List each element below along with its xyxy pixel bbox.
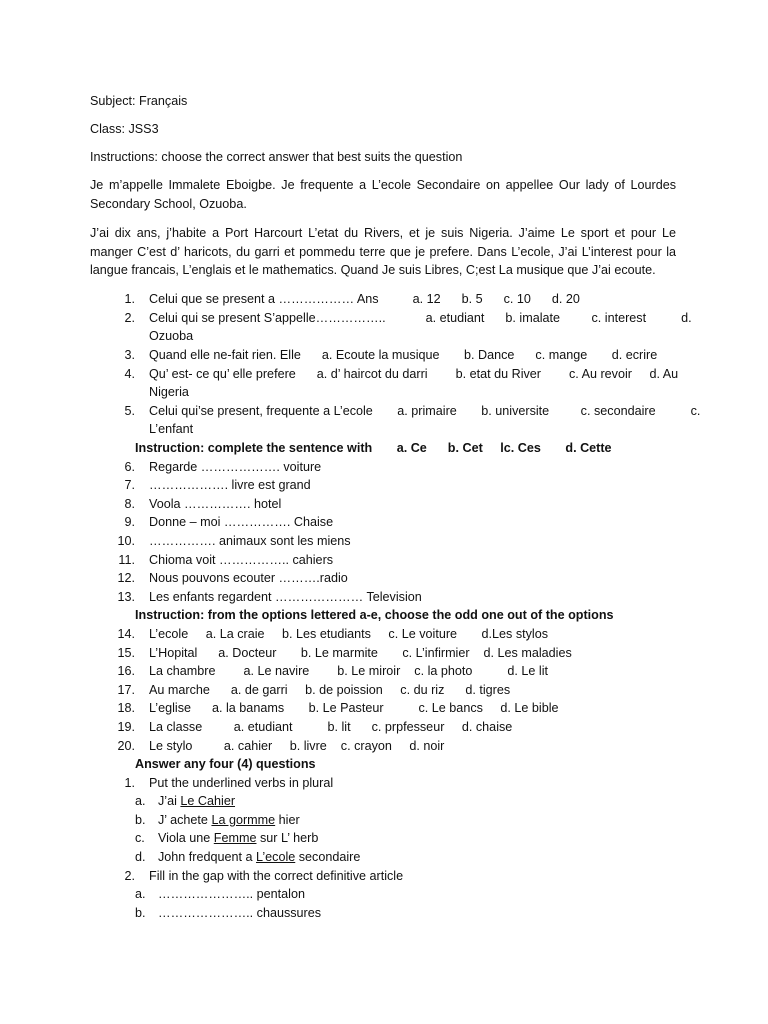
question-number: 13. [117,589,135,604]
section-3-list [90,625,676,755]
question-options: a. etudiant b. imalate c. interest d. [425,310,692,325]
question-options: a. 12 b. 5 c. 10 d. 20 [412,292,580,307]
section-2-instruction: Instruction: complete the sentence with a. Ce b. Cet lc. Ces d. Cette [135,441,612,455]
sub-item-text [158,829,318,848]
question-number: 2. [124,868,135,883]
question-number: 1. [124,292,135,307]
question-number: 17. [117,682,135,697]
subject-line: Subject: Français [90,94,188,108]
question-text: Celui qui’se present, frequente a L’ecole a. primaire b. universite c. secondaire c. [149,403,701,418]
question-16 [90,662,676,681]
question-text: L’eglise a. la banams b. Le Pasteur c. Le bancs d. Le bible [149,701,559,716]
instructions-line: Instructions: choose the correct answer that best suits the question [90,150,463,165]
question-14 [90,625,676,644]
question-text: L’ecole a. La craie b. Les etudiants c. Le voiture d.Les stylos [149,626,549,641]
sub-item-text: ………………….. chaussures [158,905,322,920]
question-15 [90,644,676,663]
question-number: 7. [124,478,135,493]
question-text: Donne – moi ……………. Chaise [149,515,334,530]
question-text: Le stylo a. cahier b. livre c. crayon d. noir [149,738,445,753]
question-6 [90,458,676,477]
question-4 [90,365,679,384]
question-7 [90,476,676,495]
sub-item-text-after: sur L’ herb [256,831,319,846]
question-text: ……………. animaux sont les miens [149,533,351,548]
sub-item-text [158,811,300,830]
underlined-phrase: La gormme [211,812,276,827]
question-text: Quand elle ne-fait rien. Elle a. Ecoute la musique b. Dance c. mange d. ecrire [149,348,658,363]
question-number: 1. [124,775,135,790]
question-text: Les enfants regardent ………………… Television [149,589,422,604]
sub-item [135,829,676,848]
question-number: 12. [117,571,135,586]
question-5 [90,402,701,421]
underlined-phrase: Femme [213,831,257,846]
question-number: 3. [124,348,135,363]
question-2 [90,309,692,328]
sub-item-letter: a. [135,887,146,902]
question-text: L’Hopital a. Docteur b. Le marmite c. L’infirmier d. Les maladies [149,645,572,660]
question-number: 5. [124,403,135,418]
question-17 [90,681,676,700]
section-3-instruction: Instruction: from the options lettered a-e, choose the odd one out of the options [135,608,614,623]
question-4-continued: Nigeria [149,385,189,400]
question-3 [90,346,676,365]
sub-item-text [158,848,360,867]
sub-item-letter: d. [135,850,146,865]
question-number: 9. [124,515,135,530]
sub-item [135,792,676,811]
question-1 [90,290,676,309]
question-number: 18. [117,701,135,716]
question-text: Au marche a. de garri b. de poission c. du riz d. tigres [149,682,511,697]
question-text: Put the underlined verbs in plural [149,775,334,790]
sub-item-text: ………………….. pentalon [158,887,305,902]
sub-item-text-after: secondaire [295,850,361,865]
passage-paragraph-1: Je m’appelle Immalete Eboigbe. Je frequente a L’ecole Secondaire on appellee Our lady of Lourdes Secondary School, Ozuoba. [90,178,676,211]
question-number: 11. [118,552,135,567]
sub-item-text-before: Viola une [158,831,214,846]
question-12 [90,569,676,588]
sub-item [135,811,676,830]
question-20 [90,737,676,756]
question-text: La classe a. etudiant b. lit c. prpfesseur d. chaise [149,719,513,734]
sub-item-letter: b. [135,812,146,827]
question-18 [90,699,676,718]
question-text: Fill in the gap with the correct definitive article [149,868,404,883]
underlined-phrase: L’ecole [256,850,296,865]
question-text: La chambre a. Le navire b. Le miroir c. la photo d. Le lit [149,664,548,679]
theory-question-1 [90,774,676,793]
question-number: 4. [124,366,135,381]
question-number: 16. [117,664,135,679]
question-number: 20. [117,738,135,753]
question-number: 6. [124,459,135,474]
question-text: Qu’ est- ce qu’ elle prefere a. d’ haircot du darri b. etat du River c. Au revoir d. Au [149,366,679,381]
sub-item-text-before: John fredquent a [158,850,257,865]
question-number: 14. [117,626,135,641]
question-8 [90,495,676,514]
question-number: 19. [117,719,135,734]
question-text: Celui que se present a ……………… Ans [149,292,379,307]
sub-item-text-after: hier [275,812,300,827]
section-2-list [90,458,676,607]
question-text: Chioma voit …………….. cahiers [149,552,334,567]
sub-item-text-before: J’ai [158,794,181,809]
section-4-instruction: Answer any four (4) questions [135,757,316,772]
question-number: 2. [124,310,135,325]
theory-question-2 [90,867,676,886]
question-10 [90,532,676,551]
sub-item [135,904,676,923]
sub-item [135,885,676,904]
theory-question-1-subitems [90,792,676,866]
worksheet [90,92,701,922]
question-text: Celui qui se present S’appelle…………….. [149,310,386,325]
underlined-phrase: Le Cahier [180,794,236,809]
class-line: Class: JSS3 [90,122,159,137]
theory-question-2-subitems [90,885,676,922]
sub-item-text-before: J’ achete [158,812,212,827]
question-text: Nous pouvons ecouter ……….radio [149,571,348,586]
question-text: Voola ……………. hotel [149,496,282,511]
sub-item-letter: b. [135,905,146,920]
question-5-continued: L’enfant [149,422,194,437]
question-13 [90,588,676,607]
question-number: 10. [117,533,135,548]
question-19 [90,718,676,737]
sub-item-text [158,792,235,811]
sub-item-letter: c. [135,831,145,846]
question-2-continued: Ozuoba [149,329,194,344]
passage-paragraph-2: J’ai dix ans, j’habite a Port Harcourt L’etat du Rivers, et je suis Nigeria. J’aime Le sport et pour Le manger C’est d’ haricots, du garri et pommedu terre que je prefere. Dans L’ecole, J’ai L’interest pour la langue francais, L’englais et le mathematics. Quand Je suis Libres, C;est La musique que J’ai ecoute. [90,225,676,278]
sub-item [135,848,676,867]
question-number: 8. [124,496,135,511]
question-text: Regarde ………………. voiture [149,459,322,474]
question-text: ………………. livre est grand [149,478,311,493]
question-number: 15. [117,645,135,660]
sub-item-letter: a. [135,794,146,809]
question-9 [90,513,676,532]
question-11 [90,551,676,570]
